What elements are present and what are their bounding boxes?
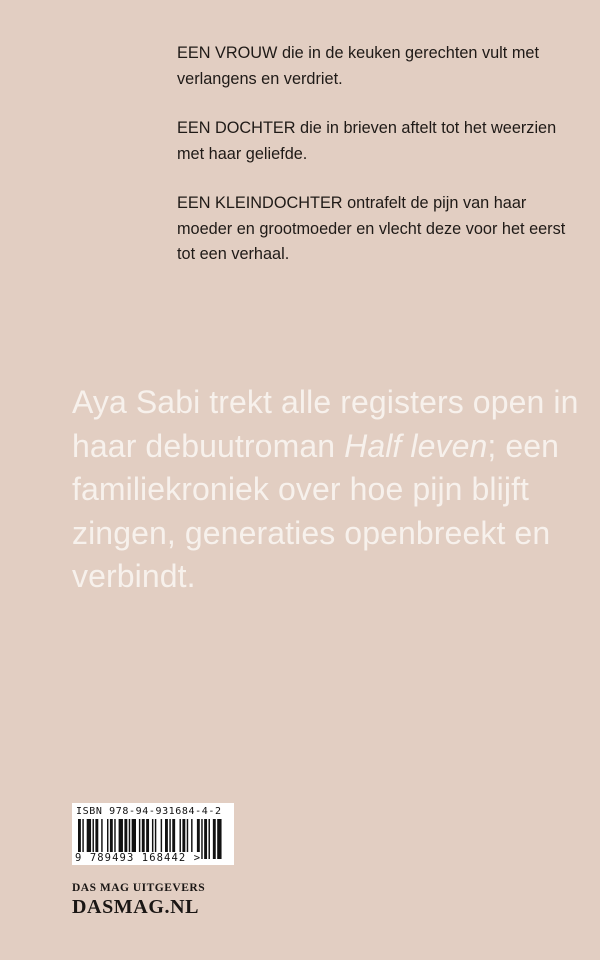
blurb-text: die in brieven aftelt tot het weerzien met haar geliefde.: [177, 119, 557, 163]
blurb-granddaughter: [177, 191, 577, 268]
promo-quote: [72, 381, 592, 599]
book-title: Half leven: [344, 427, 488, 464]
quote-text-after: ; een familiekroniek over hoe pijn blijft zingen, generaties openbreekt en verbindt.: [72, 427, 560, 594]
blurb-lead: EEN VROUW: [177, 44, 278, 62]
quote-text-before: Aya Sabi trekt alle registers open in haar debuutroman: [72, 384, 579, 464]
blurb-text: die in de keuken gerechten vult met verlangens en verdriet.: [177, 44, 539, 88]
publisher-name: DAS MAG UITGEVERS: [72, 882, 206, 894]
blurb-woman: [177, 41, 577, 92]
barcode-digits: 9 789493 168442 >: [75, 852, 202, 864]
blurb-lead: EEN KLEINDOCHTER: [177, 194, 343, 212]
blurb-text: ontrafelt de pijn van haar moeder en grootmoeder en vlecht deze voor het eerst tot een verhaal.: [177, 194, 566, 263]
isbn-barcode: [72, 803, 234, 865]
blurb-daughter: [177, 116, 577, 167]
back-cover-blurbs: [177, 41, 577, 292]
publisher-url: DASMAG.NL: [72, 896, 200, 918]
publisher-block: [72, 880, 205, 918]
isbn-label: ISBN 978-94-931684-4-2: [76, 806, 222, 817]
blurb-lead: EEN DOCHTER: [177, 119, 296, 137]
